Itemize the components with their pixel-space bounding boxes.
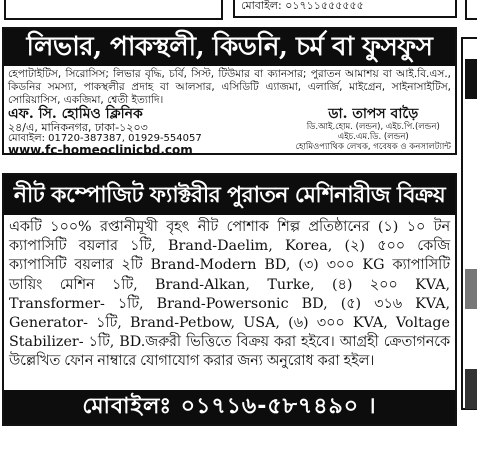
machinery-ad-phone: মোবাইলঃ ০১৭১৬-৫৮৭৪৯০ । (4, 390, 455, 424)
clinic-ad-body: হেপাটাইটিস, সিরোসিস; লিভার বৃদ্ধি, চর্বি, সিস্ট, টিউমার বা ক্যানসার; পুরাতন আমাশয় বা আই.বি.এস., কিডনির সমস্যা, পাকস্থলীর প্রদাহ বা আলসার, এসিডিটি এ্যাজমা, এলার্জি, মাইগ্রেন, সাইনাসাইটিস, সোরিয়াসিস, একজিমা, শ্বেতী ইত্যাদি। (8, 68, 451, 106)
neighbor-ad-gray-band (465, 269, 477, 309)
doctor-degree-1: ডি.আই.হোম. (লন্ডন), এইচ.পি.(লন্ডন) (306, 122, 440, 132)
neighbor-ad-dark-band (465, 59, 477, 99)
doctor-role: হোমিওপ্যাথিক লেখক, গবেষক ও কনসালট্যান্ট (295, 142, 451, 152)
doctor-name: ডা. তাপস বাড়ৈ (328, 106, 419, 122)
clinic-ad-footer (4, 107, 455, 155)
top-fragment-box-right (465, 0, 477, 20)
machinery-sale-advertisement (2, 173, 457, 426)
clinic-name: এফ. সি. হোমিও ক্লিনিক (8, 106, 143, 122)
machinery-ad-heading: নীট কম্পোজিট ফ্যাক্টরীর পুরাতন মেশিনারীজ বিক্রয় (4, 175, 455, 215)
clinic-ad-heading: লিভার, পাকস্থলী, কিডনি, চর্ম বা ফুসফুস (4, 29, 455, 66)
clinic-address: ২৪/এ, মানিকনগর, ঢাকা-১২০৩ (8, 121, 148, 134)
clinic-info (8, 107, 202, 155)
neighbor-ad-fragment (461, 37, 477, 410)
top-fragment-box-left (4, 0, 223, 20)
machinery-ad-body: একটি ১০০% রপ্তানীমূখী বৃহৎ নীট পোশাক শিল্প প্রতিষ্ঠানের (১) ১০ টন ক্যাপাসিটি বয়লার ১টি, Brand-Daelim, Korea, (২) ৫০০ কেজি ক্যাপাসিটি বয়লার ২টি Brand-Modern BD, (৩) ৩০০ KG ক্যাপাসিটি ডায়িং মেশিন ১টি, Brand-Alkan, Turke, (৪) ২০০ KVA, Transformer- ১টি, Brand-Powersonic BD, (৫) ৩১৬ KVA, Generator- ১টি, Brand-Petbow, USA, (৬) ৩০০ KVA, Voltage Stabilizer- ১টি, BD.জরুরী ভিত্তিতে বিক্রয় করা হইবে। আগ্রহী ক্রেতাগনকে উল্লেখিত ফোন নাম্বারে যোগাযোগ করার জন্য অনুরোধ করা হইল। (9, 219, 450, 370)
clinic-website: www.fc-homeoclinicbd.com (8, 143, 193, 155)
top-fragment-text: মোবাইল: ০১৭১১৫৫৫৫৫৫ (241, 0, 364, 12)
doctor-info (296, 107, 451, 155)
neighbor-ad-bottom-band (465, 369, 477, 409)
top-fragment-box-mid (233, 0, 457, 18)
clinic-advertisement (2, 27, 457, 155)
clinic-mobile: মোবাইল: 01720-387387, 01929-554057 (8, 133, 202, 144)
doctor-degree-2: এইচ.এম.ডি. (লন্ডন) (337, 132, 409, 142)
